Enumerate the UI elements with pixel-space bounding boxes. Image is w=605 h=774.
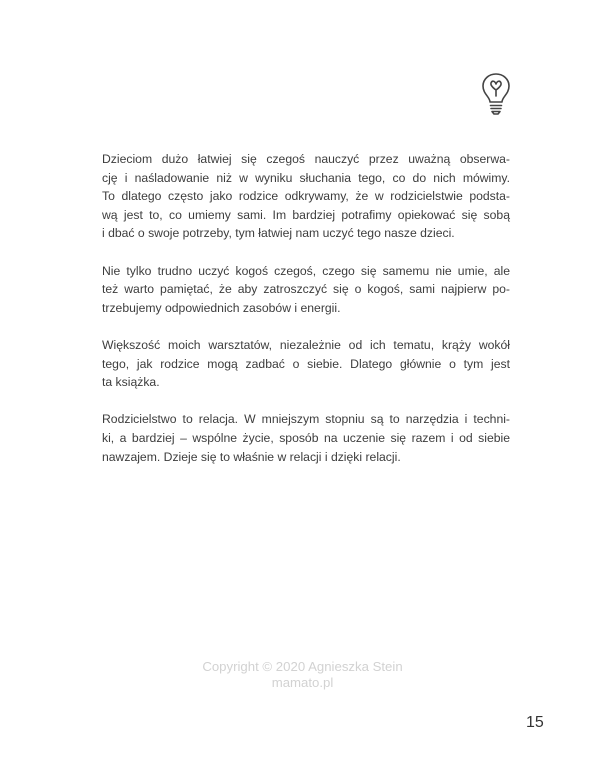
text-line: wą jest to, co umiemy sami. Im bardziej potrafimy opiekować się sobą [102,207,510,222]
text-line: cję i naśladowanie niż w wyniku słuchania tego, co do nich mówimy. [102,170,510,185]
text-line: To dlatego często jako rodzice odkrywamy, że w rodzicielstwie podsta- [102,189,510,204]
text-line: trzebujemy odpowiednich zasobów i energii. [102,300,341,315]
page-number: 15 [526,714,544,731]
paragraph [102,262,510,318]
text-line: Nie tylko trudno uczyć kogoś czegoś, czego się samemu nie umie, ale [102,263,510,278]
text-line: też warto pamiętać, że aby zatroszczyć się o kogoś, sami najpierw po- [102,282,510,297]
text-line: ta książka. [102,375,160,390]
text-line: Dzieciom dużo łatwiej się czegoś nauczyć przez uważną obserwa- [102,152,510,166]
lightbulb-heart-icon [479,73,513,115]
copyright-watermark: Copyright © 2020 Agnieszka Stein [202,659,403,674]
text-line: i dbać o swoje potrzeby, tym łatwiej nam uczyć tego nasze dzieci. [102,226,455,241]
text-line: ki, a bardziej – wspólne życie, sposób na uczenie się razem i od siebie [102,430,510,445]
text-line: Większość moich warsztatów, niezależnie od ich tematu, krąży wokół [102,337,510,352]
paragraph [102,336,510,392]
text-line: Rodzicielstwo to relacja. W mniejszym stopniu są to narzędzia i techni- [102,412,510,427]
paragraph [102,150,510,243]
body-text [102,150,510,485]
website-watermark: mamato.pl [271,675,334,690]
text-line: tego, jak rodzice mogą zadbać o siebie. Dlatego głównie o tym jest [102,356,510,371]
text-line: nawzajem. Dzieje się to właśnie w relacji i dzięki relacji. [102,449,401,464]
paragraph [102,410,510,466]
